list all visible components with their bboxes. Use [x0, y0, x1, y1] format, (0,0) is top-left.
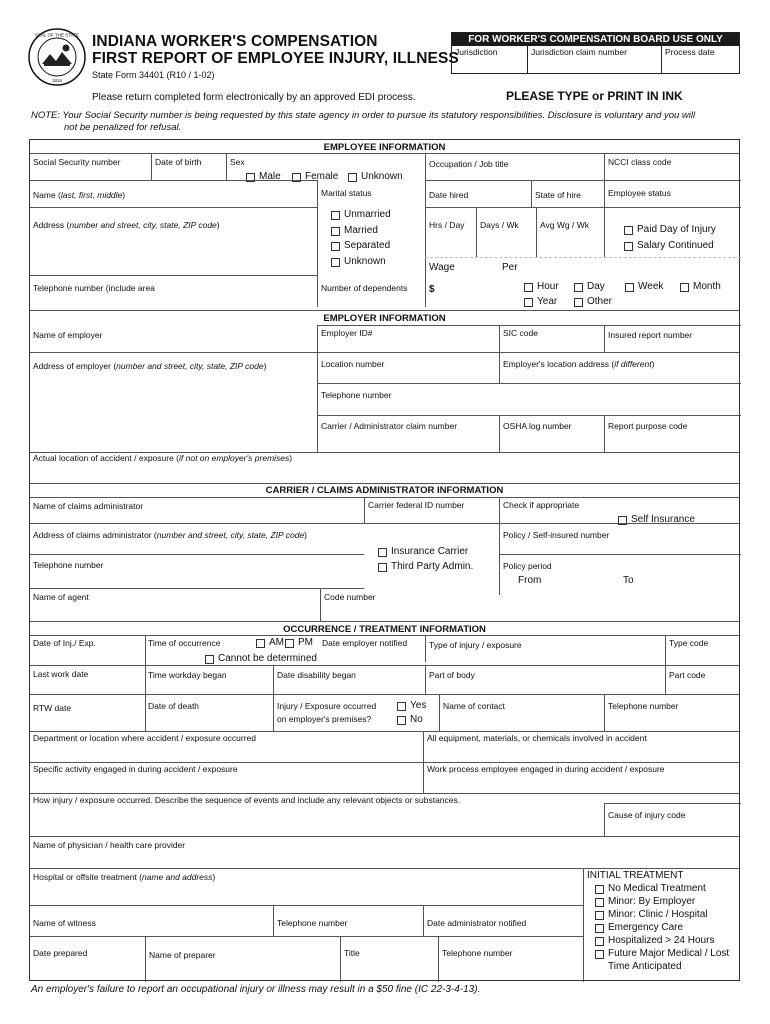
field-employer-telephone[interactable]: Telephone number [321, 390, 392, 400]
field-employer-name[interactable]: Name of employer [33, 330, 103, 340]
checkbox-other[interactable] [574, 298, 583, 307]
treatment-none-option[interactable]: No Medical Treatment [595, 883, 706, 895]
field-type-code[interactable]: Type code [669, 638, 709, 648]
checkbox-cannot-determine[interactable] [205, 655, 214, 664]
cannot-determine-option[interactable]: Cannot be determined [205, 653, 317, 665]
field-report-purpose[interactable]: Report purpose code [608, 421, 688, 431]
field-witness-telephone[interactable]: Telephone number [277, 918, 348, 928]
marital-married-option[interactable]: Married [331, 225, 378, 237]
marital-unknown-option[interactable]: Unknown [331, 256, 386, 268]
sex-unknown-option[interactable]: Unknown [348, 171, 403, 183]
field-claims-admin-address[interactable]: Address of claims administrator (number and street, city, state, ZIP code) [33, 530, 308, 540]
field-policy-period: Policy period [503, 561, 552, 571]
per-other-option[interactable]: Other [574, 296, 612, 308]
field-insured-report[interactable]: Insured report number [608, 330, 693, 340]
field-actual-location[interactable]: Actual location of accident / exposure (if not on employer's premises) [33, 453, 293, 463]
field-rtw-date[interactable]: RTW date [33, 703, 72, 713]
field-part-code[interactable]: Part code [669, 670, 706, 680]
checkbox-unmarried[interactable] [331, 211, 340, 220]
board-field-jurisdiction-claim[interactable]: Jurisdiction claim number [528, 46, 662, 73]
field-agent-name[interactable]: Name of agent [33, 592, 89, 602]
checkbox-no-medical[interactable] [595, 885, 604, 894]
field-employee-telephone[interactable]: Telephone number (include area [33, 283, 155, 293]
checkbox-insurance-carrier[interactable] [378, 548, 387, 557]
premises-question-line1: Injury / Exposure occurred [277, 701, 377, 711]
field-hospital-treatment[interactable]: Hospital or offsite treatment (name and address) [33, 872, 216, 882]
field-workday-began[interactable]: Time workday began [148, 670, 227, 680]
failure-to-report-footer: An employer's failure to report an occupational injury or illness may result in a $50 fine (IC 22-3-4-13). [31, 984, 481, 995]
checkbox-future-major[interactable] [595, 950, 604, 959]
board-use-only-box [451, 32, 740, 74]
field-part-of-body[interactable]: Part of body [429, 670, 475, 680]
field-date-prepared[interactable]: Date prepared [33, 948, 88, 958]
per-month-option[interactable]: Month [680, 281, 721, 293]
checkbox-day[interactable] [574, 283, 583, 292]
third-party-admin-option[interactable]: Third Party Admin. [378, 561, 473, 573]
field-injury-type[interactable]: Type of injury / exposure [429, 640, 522, 650]
field-physician-name[interactable]: Name of physician / health care provider [33, 840, 186, 850]
checkbox-marital-unknown[interactable] [331, 258, 340, 267]
checkbox-married[interactable] [331, 227, 340, 236]
treatment-minor-employer-option[interactable]: Minor: By Employer [595, 896, 695, 908]
field-disability-began[interactable]: Date disability began [277, 670, 356, 680]
checkbox-hour[interactable] [524, 283, 533, 292]
checkbox-premises-yes[interactable] [397, 702, 406, 711]
per-hour-option[interactable]: Hour [524, 281, 559, 293]
field-osha-log[interactable]: OSHA log number [503, 421, 572, 431]
section-employer-heading: EMPLOYER INFORMATION [323, 313, 446, 324]
field-admin-notified[interactable]: Date administrator notified [427, 918, 527, 928]
state-form-number: State Form 34401 (R10 / 1-02) [92, 70, 215, 80]
per-label: Per [502, 262, 518, 273]
field-dob[interactable]: Date of birth [155, 157, 202, 167]
field-days-wk[interactable]: Days / Wk [480, 220, 519, 230]
field-equipment-involved[interactable]: All equipment, materials, or chemicals involved in accident [427, 733, 647, 743]
field-carrier-fed-id[interactable]: Carrier federal ID number [368, 500, 465, 510]
premises-no-option[interactable]: No [397, 714, 423, 726]
field-policy-number[interactable]: Policy / Self-insured number [503, 530, 610, 540]
am-option[interactable]: AM [256, 637, 284, 649]
salary-continued-option[interactable]: Salary Continued [624, 240, 714, 252]
per-year-option[interactable]: Year [524, 296, 557, 308]
field-avg-wage[interactable]: Avg Wg / Wk [540, 220, 589, 230]
checkbox-month[interactable] [680, 283, 689, 292]
marital-separated-option[interactable]: Separated [331, 240, 390, 252]
board-field-jurisdiction[interactable]: Jurisdiction [452, 46, 528, 73]
checkbox-pm[interactable] [285, 639, 294, 648]
field-date-of-injury[interactable]: Date of Inj./ Exp. [33, 638, 96, 648]
svg-text:SEAL OF THE STATE: SEAL OF THE STATE [34, 32, 80, 38]
field-dependents[interactable]: Number of dependents [321, 283, 408, 293]
ssn-disclosure-note [31, 110, 743, 134]
field-sic-code[interactable]: SIC code [503, 328, 538, 338]
field-location-number[interactable]: Location number [321, 359, 385, 369]
wage-dollar[interactable]: $ [429, 284, 435, 295]
checkbox-hospitalized[interactable] [595, 937, 604, 946]
field-date-hired[interactable]: Date hired [429, 190, 469, 200]
field-claims-admin-name[interactable]: Name of claims administrator [33, 501, 144, 511]
premises-yes-option[interactable]: Yes [397, 700, 426, 712]
section-carrier-heading: CARRIER / CLAIMS ADMINISTRATOR INFORMATION [265, 485, 504, 496]
sex-male-option[interactable]: Male [246, 171, 281, 183]
field-preparer-title[interactable]: Title [344, 948, 360, 958]
note-line-1: NOTE: Your Social Security number is being requested by this state agency in order to pursue its statutory responsibilities. Disclosure is voluntary and you will [31, 110, 696, 121]
field-cause-code[interactable]: Cause of injury code [608, 810, 686, 820]
field-work-process[interactable]: Work process employee engaged in during accident / exposure [427, 764, 665, 774]
checkbox-minor-clinic[interactable] [595, 911, 604, 920]
treatment-hospitalized-option[interactable]: Hospitalized > 24 Hours [595, 935, 714, 947]
policy-to-label[interactable]: To [623, 575, 634, 586]
checkbox-minor-employer[interactable] [595, 898, 604, 907]
field-date-employer-notified[interactable]: Date employer notified [322, 638, 408, 648]
checkbox-salary-continued[interactable] [624, 242, 633, 251]
field-contact-name[interactable]: Name of contact [443, 701, 505, 711]
initial-treatment-heading: INITIAL TREATMENT [587, 870, 684, 881]
field-claims-admin-telephone[interactable]: Telephone number [33, 560, 104, 570]
field-witness-name[interactable]: Name of witness [33, 918, 96, 928]
insurance-carrier-option[interactable]: Insurance Carrier [378, 546, 468, 558]
checkbox-am[interactable] [256, 639, 265, 648]
per-day-option[interactable]: Day [574, 281, 605, 293]
wage-label: Wage [429, 262, 455, 273]
checkbox-sex-unknown[interactable] [348, 173, 357, 182]
checkbox-separated[interactable] [331, 242, 340, 251]
field-last-work-date[interactable]: Last work date [33, 669, 89, 679]
board-field-process-date[interactable]: Process date [665, 47, 715, 57]
sex-female-option[interactable]: Female [292, 171, 338, 183]
treatment-future-major-option[interactable]: Future Major Medical / Lost [595, 948, 729, 960]
field-employer-id[interactable]: Employer ID# [321, 328, 373, 338]
pm-option[interactable]: PM [285, 637, 313, 649]
field-state-hire[interactable]: State of hire [535, 190, 581, 200]
report-form [29, 139, 740, 981]
field-preparer-telephone[interactable]: Telephone number [442, 948, 513, 958]
self-insurance-option[interactable]: Self Insurance [618, 514, 695, 526]
return-instructions: Please return completed form electronically by an approved EDI process. [92, 92, 416, 103]
field-sex: Sex [230, 157, 245, 167]
field-employee-name[interactable]: Name (last, first, middle) [33, 190, 126, 200]
field-department-location[interactable]: Department or location where accident / exposure occurred [33, 733, 257, 743]
svg-text:1816: 1816 [51, 78, 63, 83]
field-hrs-day[interactable]: Hrs / Day [429, 220, 465, 230]
check-if-appropriate-label: Check if appropriate [503, 500, 580, 510]
checkbox-week[interactable] [625, 283, 634, 292]
field-how-injury-occurred[interactable]: How injury / exposure occurred. Describe the sequence of events and include any relevant objects or substances. [33, 795, 461, 805]
field-time-of-occurrence[interactable]: Time of occurrence [148, 638, 221, 648]
field-marital-status: Marital status [321, 188, 372, 198]
field-location-address[interactable]: Employer's location address (if different) [503, 359, 655, 369]
field-employer-address[interactable]: Address of employer (number and street, city, state, ZIP code) [33, 361, 267, 371]
checkbox-paid-day[interactable] [624, 226, 633, 235]
premises-question-line2: on employer's premises? [277, 714, 372, 724]
checkbox-emergency[interactable] [595, 924, 604, 933]
form-title-line2: FIRST REPORT OF EMPLOYEE INJURY, ILLNESS [92, 50, 459, 67]
field-employee-address[interactable]: Address (number and street, city, state, ZIP code) [33, 220, 220, 230]
field-date-of-death[interactable]: Date of death [148, 701, 200, 711]
paid-day-option[interactable]: Paid Day of Injury [624, 224, 716, 236]
policy-from-label[interactable]: From [518, 575, 542, 586]
note-line-2: not be penalized for refusal. [64, 122, 182, 133]
indiana-state-seal [28, 28, 86, 86]
checkbox-year[interactable] [524, 298, 533, 307]
field-occupation[interactable]: Occupation / Job title [429, 159, 509, 169]
field-ncci[interactable]: NCCI class code [608, 157, 672, 167]
field-employee-status[interactable]: Employee status [608, 188, 671, 198]
marital-unmarried-option[interactable]: Unmarried [331, 209, 391, 221]
board-use-only-heading: FOR WORKER'S COMPENSATION BOARD USE ONLY [452, 33, 739, 46]
field-preparer-name[interactable]: Name of preparer [149, 950, 216, 960]
checkbox-premises-no[interactable] [397, 716, 406, 725]
form-title-line1: INDIANA WORKER'S COMPENSATION [92, 33, 378, 50]
field-carrier-claim-number[interactable]: Carrier / Administrator claim number [321, 421, 458, 431]
checkbox-third-party-admin[interactable] [378, 563, 387, 572]
field-contact-telephone[interactable]: Telephone number [608, 701, 679, 711]
field-specific-activity[interactable]: Specific activity engaged in during accident / exposure [33, 764, 238, 774]
section-occurrence-heading: OCCURRENCE / TREATMENT INFORMATION [283, 624, 486, 635]
field-ssn[interactable]: Social Security number [33, 157, 121, 167]
time-anticipated-label: Time Anticipated [608, 961, 682, 972]
per-week-option[interactable]: Week [625, 281, 663, 293]
field-agent-code[interactable]: Code number [324, 592, 376, 602]
treatment-emergency-option[interactable]: Emergency Care [595, 922, 683, 934]
section-employee-heading: EMPLOYEE INFORMATION [323, 142, 446, 153]
ink-instructions: PLEASE TYPE or PRINT IN INK [506, 89, 683, 103]
treatment-minor-clinic-option[interactable]: Minor: Clinic / Hospital [595, 909, 707, 921]
